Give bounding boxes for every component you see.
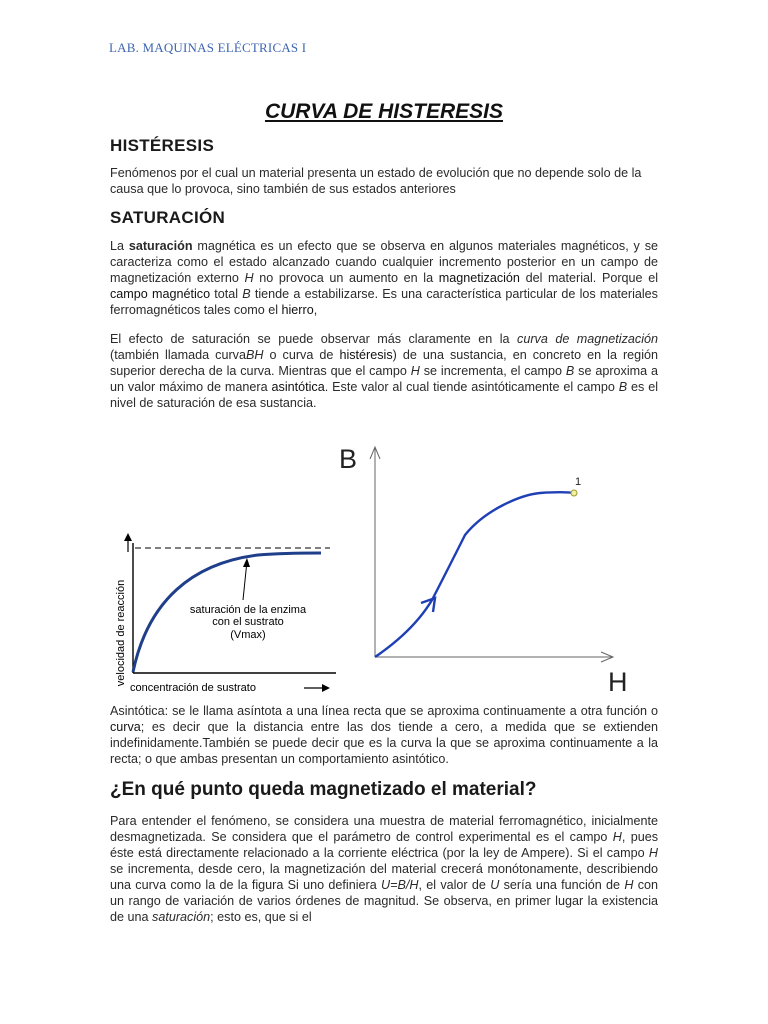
link-hierro[interactable]: hierro: [281, 303, 314, 317]
saturation-point: [571, 490, 577, 496]
x-axis-arrowhead: [322, 684, 330, 692]
h-axis-label: H: [608, 667, 628, 697]
annotation-line-3: (Vmax): [230, 629, 266, 641]
paragraph-histeresis: Fenómenos por el cual un material presenta un estado de evolución que no depende solo de la causa que lo provoca, sino también de sus estados anteriores: [110, 166, 642, 196]
section-heading-pregunta: ¿En qué punto queda magnetizado el material?: [110, 779, 537, 800]
section-heading-histeresis: HISTÉRESIS: [110, 136, 215, 155]
link-curva[interactable]: curva: [110, 720, 141, 734]
page-title: CURVA DE HISTERESIS: [264, 100, 504, 123]
enzyme-saturation-figure: [108, 525, 343, 700]
x-axis-label: concentración de sustrato: [130, 682, 256, 694]
bh-curve-figure: [335, 435, 635, 700]
magnetization-curve: [375, 492, 574, 657]
annotation-line-1: saturación de la enzima: [189, 604, 307, 616]
paragraph-saturacion-1: La saturación magnética es un efecto que se observa en algunos materiales magnéticos, y se caracteriza como el estado alcanzado cuando cualquier incremento posterior en un campo de magnetización externo H no provoca un aumento en la magnetización del material. Porque el campo magnético total B tiende a estabilizarse. Es una característica particular de los materiales ferromagnéticos tales como el hierro,: [110, 239, 658, 317]
saturation-point-label: 1: [575, 476, 582, 488]
y-axis-arrowhead: [124, 533, 132, 541]
annotation-line-2: con el sustrato: [212, 616, 284, 628]
paragraph-asintotica: Asintótica: se le llama asíntota a una línea recta que se aproxima continuamente a otra función o curva; es decir que la distancia entre las dos tiende a cero, a medida que se extienden indefinidamente.También se puede decir que es la curva la que se aproxima continuamente a la recta; o que ambas presentan un comportamiento asintótico.: [110, 704, 658, 766]
annotation-pointer-head: [243, 558, 250, 567]
paragraph-saturacion-2: El efecto de saturación se puede observar más claramente en la curva de magnetización (también llamada curvaBH o curva de histéresis) de una sustancia, en concreto en la región superior derecha de la curva. Mientras que el campo H se incrementa, el campo B se aproxima a un valor máximo de manera asintótica. Este valor al cual tiende asintóticamente el campo B es el nivel de saturación de esa sustancia.: [110, 332, 659, 410]
b-axis-label: B: [339, 444, 358, 474]
y-axis-label: velocidad de reacción: [115, 579, 127, 687]
link-campo-magnetico[interactable]: campo magnético: [110, 287, 211, 301]
paragraph-pregunta: Para entender el fenómeno, se considera una muestra de material ferromagnético, inicialmente desmagnetizada. Se considera que el parámetro de control experimental es el campo H, pues éste está directamente relacionado a la corriente eléctrica (por la ley de Ampere). Si el campo H se incrementa, desde cero, la magnetización del material crecerá monótonamente, describiendo una curva como la de la figura Si uno definiera U=B/H, el valor de U sería una función de H con un rango de variación de varios órdenes de magnitud. Se observa, en primer lugar la existencia de una saturación; esto es, que si el: [110, 814, 659, 924]
link-magnetizacion[interactable]: magnetización: [438, 271, 520, 285]
document-header: LAB. MAQUINAS ELÉCTRICAS I: [109, 40, 307, 55]
bold-term: saturación: [128, 239, 193, 253]
link-histeresis[interactable]: histéresis: [339, 348, 393, 362]
section-heading-saturacion: SATURACIÓN: [110, 208, 226, 227]
link-asintotica[interactable]: asintótica: [271, 380, 325, 394]
